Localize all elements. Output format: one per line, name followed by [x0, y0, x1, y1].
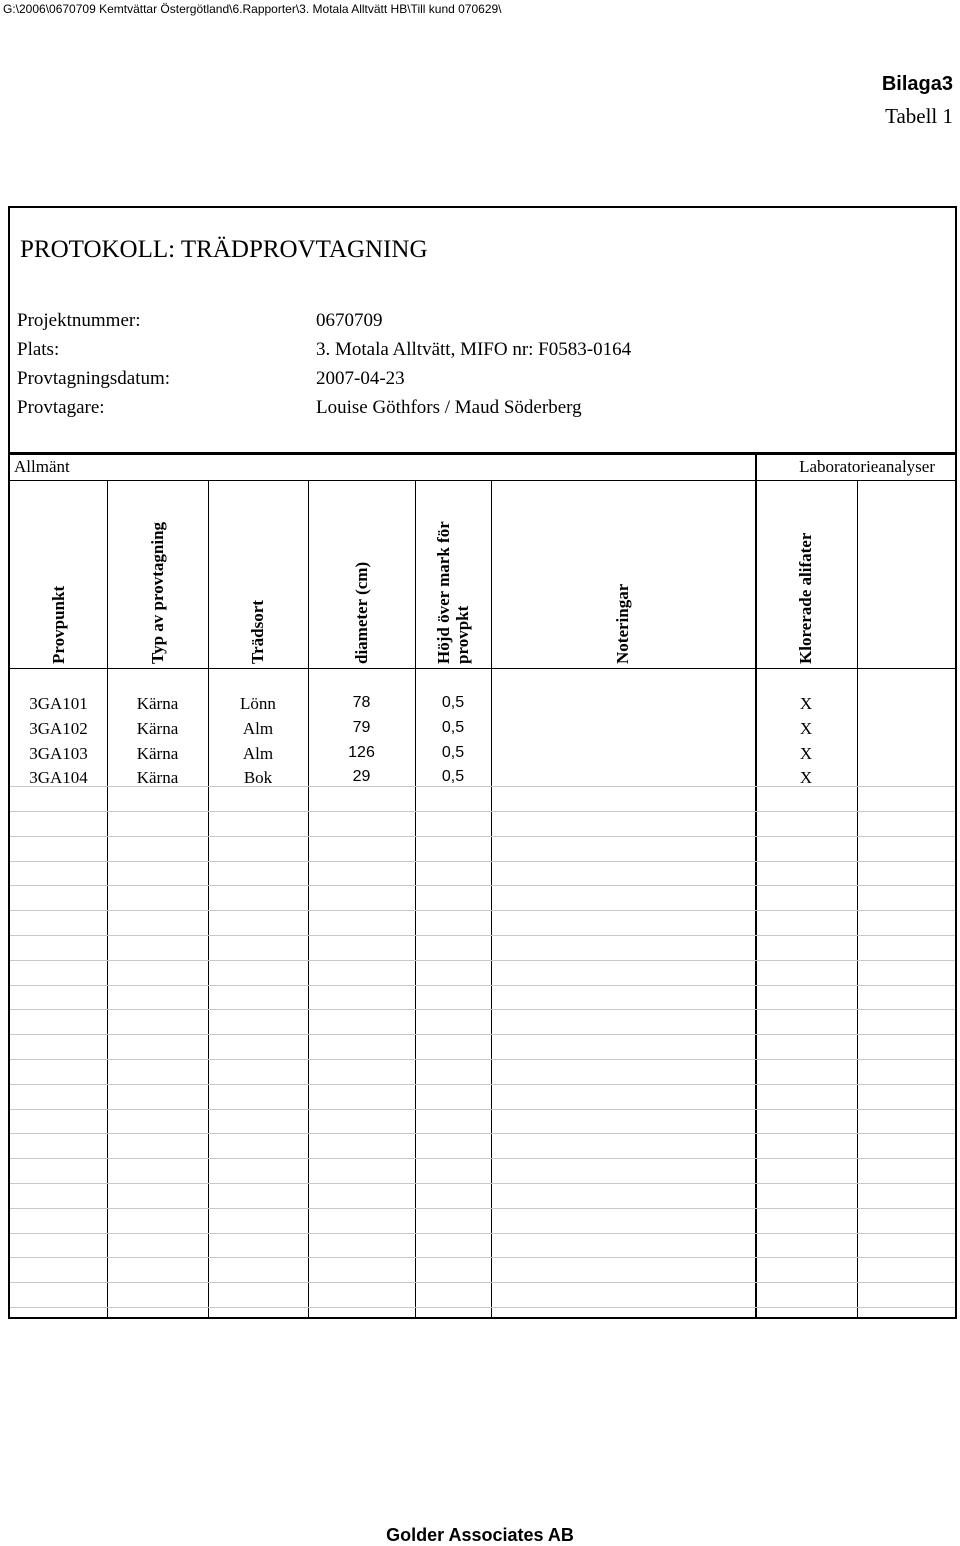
- cell-tree-species: Lönn: [240, 694, 276, 713]
- company-footer: Golder Associates AB: [386, 1525, 574, 1545]
- cell-diameter: 78: [352, 694, 371, 711]
- column-header-provpunkt: [10, 480, 107, 668]
- cell-tree-species: Alm: [242, 718, 274, 738]
- column-header-height: [415, 480, 491, 668]
- project-number-label: Projektnummer:: [17, 310, 141, 331]
- column-header-label: Höjd över mark för provpkt: [434, 521, 472, 664]
- row-line: [10, 910, 955, 911]
- column-header-label: Trädsort: [248, 600, 267, 664]
- row-line: [10, 1282, 955, 1283]
- protocol-title: PROTOKOLL: TRÄDPROVTAGNING: [20, 236, 428, 263]
- column-header-label: Provpunkt: [48, 585, 68, 664]
- column-header-chlorinated-aliphatics: [755, 480, 857, 668]
- row-line: [10, 1183, 955, 1184]
- row-line: [10, 1009, 955, 1010]
- table-number: Tabell 1: [885, 104, 953, 128]
- cell-chlorinated-aliphatics: X: [799, 718, 813, 738]
- section-lab-analyses: Laboratorieanalyser: [799, 457, 935, 476]
- header-bottom-line: [10, 668, 955, 669]
- row-line: [10, 836, 955, 837]
- row-line: [10, 1084, 955, 1085]
- column-header-diameter: [308, 480, 415, 668]
- sampling-date-label: Provtagningsdatum:: [17, 368, 171, 389]
- column-header-label: diameter (cm): [351, 561, 371, 664]
- row-line: [10, 1059, 955, 1060]
- row-line: [10, 1109, 955, 1110]
- row-line: [10, 861, 955, 862]
- cell-tree-species: Bok: [243, 768, 273, 788]
- cell-provpunkt: 3GA102: [29, 718, 88, 738]
- cell-sample-type: Kärna: [136, 718, 179, 738]
- sampler-label: Provtagare:: [17, 397, 105, 418]
- cell-chlorinated-aliphatics: X: [799, 694, 813, 713]
- section-divider: [10, 452, 955, 455]
- cell-tree-species: Alm: [242, 743, 274, 763]
- cell-height: 0,5: [441, 743, 465, 761]
- row-line: [10, 985, 955, 986]
- row-line: [10, 1208, 955, 1209]
- cell-provpunkt: 3GA101: [29, 694, 88, 713]
- cell-diameter: 29: [352, 768, 371, 786]
- row-line: [10, 811, 955, 812]
- column-header-label: Klorerade alifater: [796, 532, 815, 664]
- cell-height: 0,5: [441, 718, 465, 736]
- row-line: [10, 960, 955, 961]
- cell-sample-type: Kärna: [136, 694, 179, 713]
- cell-chlorinated-aliphatics: X: [799, 743, 813, 763]
- cell-height: 0,5: [441, 768, 465, 786]
- file-path: G:\2006\0670709 Kemtvättar Östergötland\6.Rapporter\3. Motala Alltvätt HB\Till kund 070629\: [3, 2, 502, 16]
- appendix-label: Bilaga3: [881, 73, 953, 95]
- row-line: [10, 1307, 955, 1308]
- cell-diameter: 126: [348, 743, 375, 761]
- row-line: [10, 1158, 955, 1159]
- column-header-notes: [491, 480, 755, 668]
- row-line: [10, 935, 955, 936]
- row-line: [10, 1257, 955, 1258]
- column-header-label: Noteringar: [613, 583, 632, 664]
- column-header-tree-species: [208, 480, 308, 668]
- protocol-frame: [8, 206, 957, 1319]
- cell-sample-type: Kärna: [136, 743, 179, 763]
- column-header-label: Typ av provtagning: [147, 521, 167, 664]
- cell-chlorinated-aliphatics: X: [799, 768, 813, 788]
- cell-provpunkt: 3GA103: [29, 743, 88, 763]
- row-line: [10, 885, 955, 886]
- cell-diameter: 79: [352, 718, 371, 736]
- sampler-value: Louise Göthfors / Maud Söderberg: [316, 397, 582, 418]
- column-header-sample-type: [107, 480, 208, 668]
- project-number-value: 0670709: [316, 310, 383, 331]
- section-split: [755, 454, 757, 480]
- sampling-date-value: 2007-04-23: [316, 368, 405, 389]
- column-divider: [857, 480, 858, 1317]
- row-line: [10, 1233, 955, 1234]
- location-value: 3. Motala Alltvätt, MIFO nr: F0583-0164: [316, 339, 632, 360]
- row-line: [10, 1133, 955, 1134]
- cell-height: 0,5: [441, 694, 465, 711]
- location-label: Plats:: [17, 339, 60, 360]
- row-line: [10, 1034, 955, 1035]
- section-general: Allmänt: [14, 457, 70, 476]
- cell-provpunkt: 3GA104: [29, 768, 88, 788]
- cell-sample-type: Kärna: [136, 768, 179, 788]
